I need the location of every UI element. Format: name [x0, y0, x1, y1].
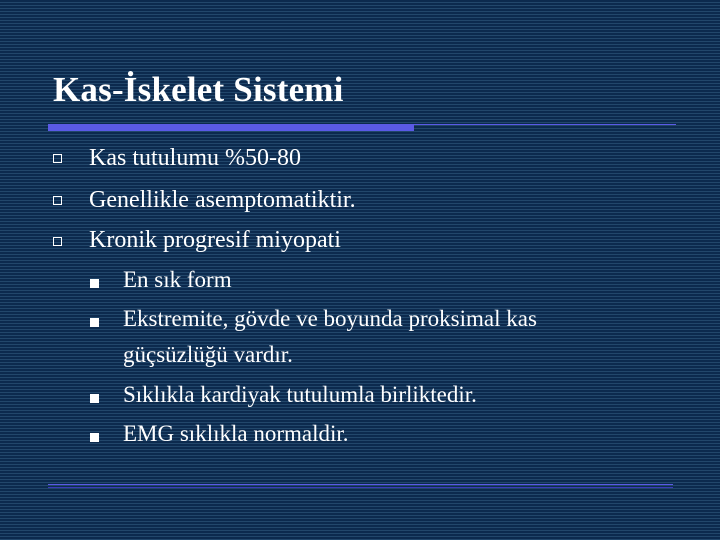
filled-square-icon — [90, 318, 99, 327]
hollow-square-icon — [53, 196, 62, 205]
filled-square-icon — [90, 394, 99, 403]
slide-title: Kas-İskelet Sistemi — [53, 70, 344, 109]
list-item: Kas tutulumu %50-80 — [89, 145, 301, 171]
list-item: Genellikle asemptomatiktir. — [89, 187, 356, 213]
list-item: EMG sıklıkla normaldir. — [123, 421, 349, 446]
hollow-square-icon — [53, 237, 62, 246]
footer-rule — [48, 484, 673, 485]
footer-rule-secondary — [48, 487, 673, 488]
hollow-square-icon — [53, 154, 62, 163]
list-item-continuation: güçsüzlüğü vardır. — [123, 342, 293, 367]
list-item: Ekstremite, gövde ve boyunda proksimal kas — [123, 306, 537, 331]
filled-square-icon — [90, 279, 99, 288]
filled-square-icon — [90, 433, 99, 442]
list-item: En sık form — [123, 267, 232, 292]
list-item: Sıklıkla kardiyak tutulumla birliktedir. — [123, 382, 477, 407]
list-item: Kronik progresif miyopati — [89, 227, 341, 253]
title-underline-thick — [48, 124, 414, 131]
title-underline-thin — [414, 124, 676, 125]
